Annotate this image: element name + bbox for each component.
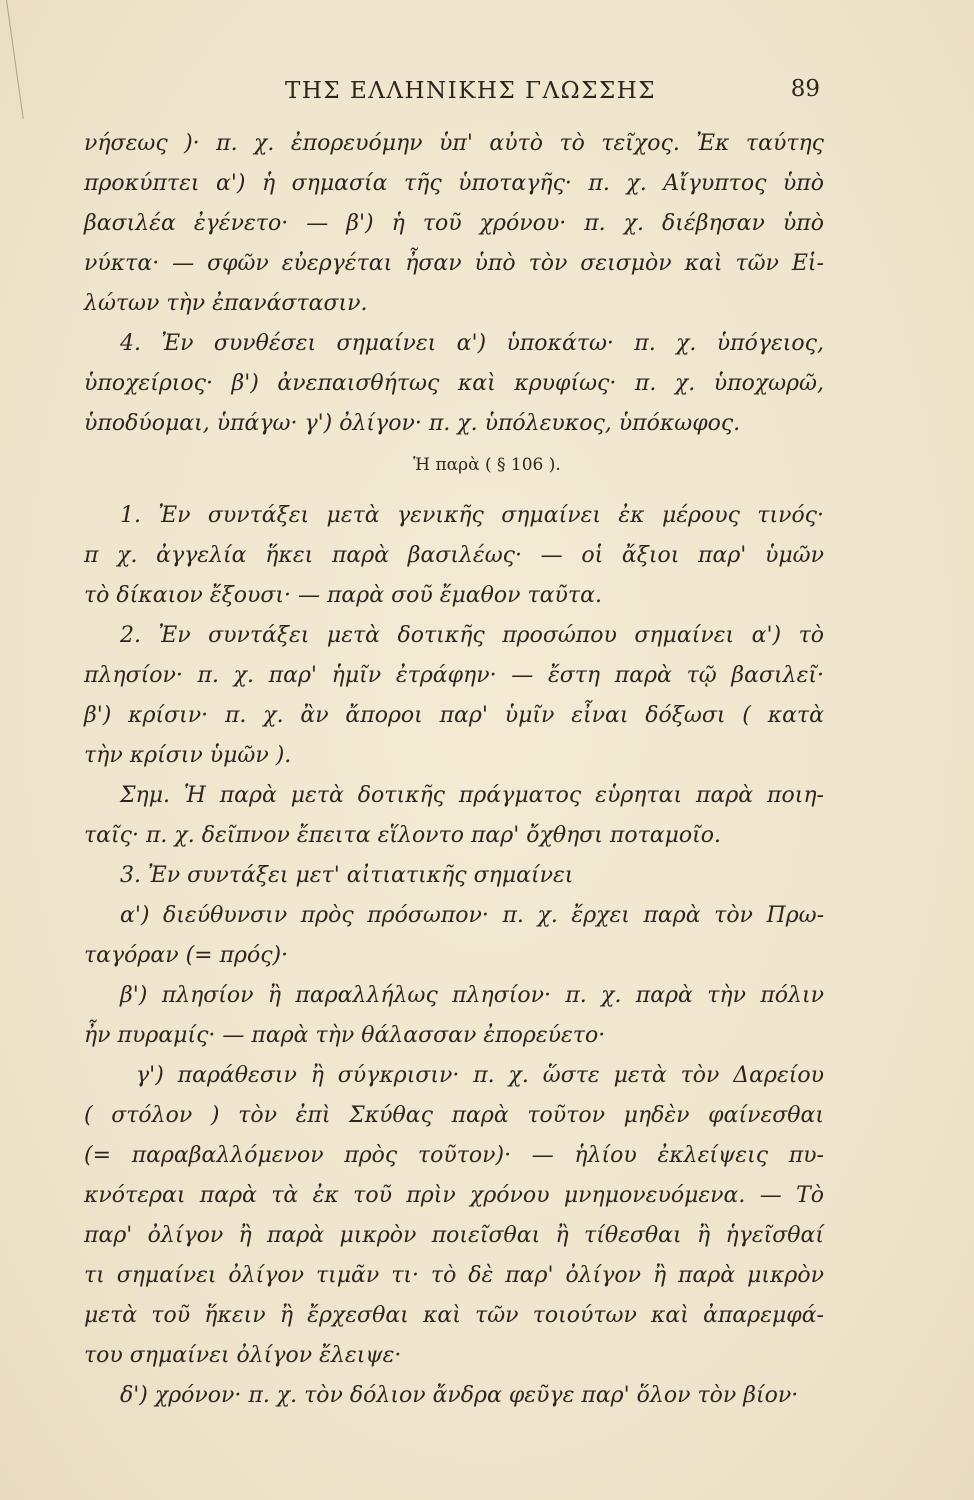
text-line: λώτων τὴν ἐπανάστασιν. xyxy=(84,291,368,316)
text-line: τὸ δίκαιον ἔξουσι· — παρὰ σοῦ ἔμαθον ταῦτα. xyxy=(84,583,602,608)
page-edge-mark xyxy=(6,0,24,119)
text-line: βασιλέα ἐγένετο· — β') ἡ τοῦ χρόνου· π. χ. διέβησαν ὑπὸ xyxy=(84,211,824,236)
text-line: β') κρίσιν· π. χ. ἂν ἄποροι παρ' ὑμῖν εἶναι δόξωσι ( κατὰ xyxy=(84,703,824,728)
section-heading: Ἡ παρὰ ( § 106 ). xyxy=(413,455,561,475)
text-line: ὑποχείριος· β') ἀνεπαισθήτως καὶ κρυφίως· π. χ. ὑποχωρῶ, xyxy=(84,371,824,396)
paragraph-continuation xyxy=(84,124,824,324)
text-line: Σημ. Ἡ παρὰ μετὰ δοτικῆς πράγματος εὑρηται παρὰ ποιη- xyxy=(120,783,824,808)
text-line: 3. Ἐν συντάξει μετ' αἰτιατικῆς σημαίνει xyxy=(120,863,574,888)
text-line: κνότεραι παρὰ τὰ ἐκ τοῦ πρὶν χρόνου μνημονευόμενα. — Τὸ xyxy=(84,1183,824,1208)
text-line: παρ' ὀλίγον ἢ παρὰ μικρὸν ποιεῖσθαι ἢ τίθεσθαι ἢ ἡγεῖσθαί xyxy=(84,1223,824,1248)
text-line: ἦν πυραμίς· — παρὰ τὴν θάλασσαν ἐπορεύετο· xyxy=(84,1023,606,1048)
text-line: νύκτα· — σφῶν εὐεργέται ἦσαν ὑπὸ τὸν σεισμὸν καὶ τῶν Εἱ- xyxy=(84,251,824,276)
text-line: 2. Ἐν συντάξει μετὰ δοτικῆς προσώπου σημαίνει α') τὸ xyxy=(120,623,824,648)
paragraph-composition xyxy=(84,324,824,444)
text-line: γ') παράθεσιν ἢ σύγκρισιν· π. χ. ὥστε μετὰ τὸν Δαρείου xyxy=(136,1063,824,1088)
text-line: (= παραβαλλόμενον πρὸς τοῦτον)· — ἡλίου ἐκλείψεις πυ- xyxy=(84,1143,824,1168)
text-line: μετὰ τοῦ ἥκειν ἢ ἔρχεσθαι καὶ τῶν τοιούτων καὶ ἀπαρεμφά- xyxy=(84,1303,824,1328)
text-line: νήσεως )· π. χ. ἐπορευόμην ὑπ' αὐτὸ τὸ τεῖχος. Ἐκ ταύτης xyxy=(84,131,824,156)
text-line: προκύπτει α') ἡ σημασία τῆς ὑποταγῆς· π. χ. Αἴγυπτος ὑπὸ xyxy=(84,171,824,196)
text-line: 1. Ἐν συντάξει μετὰ γενικῆς σημαίνει ἐκ μέρους τινός· xyxy=(120,503,824,528)
text-line: β') πλησίον ἢ παραλλήλως πλησίον· π. χ. παρὰ τὴν πόλιν xyxy=(120,983,824,1008)
text-line: τι σημαίνει ὀλίγον τιμᾶν τι· τὸ δὲ παρ' ὀλίγον ἢ παρὰ μικρὸν xyxy=(84,1263,824,1288)
text-line: ταῖς· π. χ. δεῖπνον ἔπειτα εἵλοντο παρ' ὄχθησι ποταμοῖο. xyxy=(84,823,722,848)
text-line: του σημαίνει ὀλίγον ἔλειψε· xyxy=(84,1343,402,1368)
text-line: ( στόλον ) τὸν ἐπὶ Σκύθας παρὰ τοῦτον μηδὲν φαίνεσθαι xyxy=(84,1103,824,1128)
text-line: α') διεύθυνσιν πρὸς πρόσωπον· π. χ. ἔρχει παρὰ τὸν Πρω- xyxy=(120,903,824,928)
text-line: π χ. ἀγγελία ἥκει παρὰ βασιλέως· — οἱ ἄξιοι παρ' ὑμῶν xyxy=(84,543,824,568)
text-line: πλησίον· π. χ. παρ' ἡμῖν ἐτράφην· — ἔστη παρὰ τῷ βασιλεῖ· xyxy=(84,663,824,688)
text-line: ὑποδύομαι, ὑπάγω· γ') ὀλίγον· π. χ. ὑπόλευκος, ὑπόκωφος. xyxy=(84,411,741,436)
running-title: ΤΗΣ ΕΛΛΗΝΙΚΗΣ ΓΛΩΣΣΗΣ xyxy=(285,78,657,104)
text-line: ταγόραν (= πρός)· xyxy=(84,943,289,968)
text-line: 4. Ἐν συνθέσει σημαίνει α') ὑποκάτω· π. χ. ὑπόγειος, xyxy=(120,331,824,356)
page-number: 89 xyxy=(790,76,820,102)
text-line: δ') χρόνον· π. χ. τὸν δόλιον ἄνδρα φεῦγε παρ' ὅλον τὸν βίον· xyxy=(120,1383,799,1408)
page-header xyxy=(90,78,820,114)
paragraph-para xyxy=(84,496,824,1416)
text-line: τὴν κρίσιν ὑμῶν ). xyxy=(84,743,292,768)
